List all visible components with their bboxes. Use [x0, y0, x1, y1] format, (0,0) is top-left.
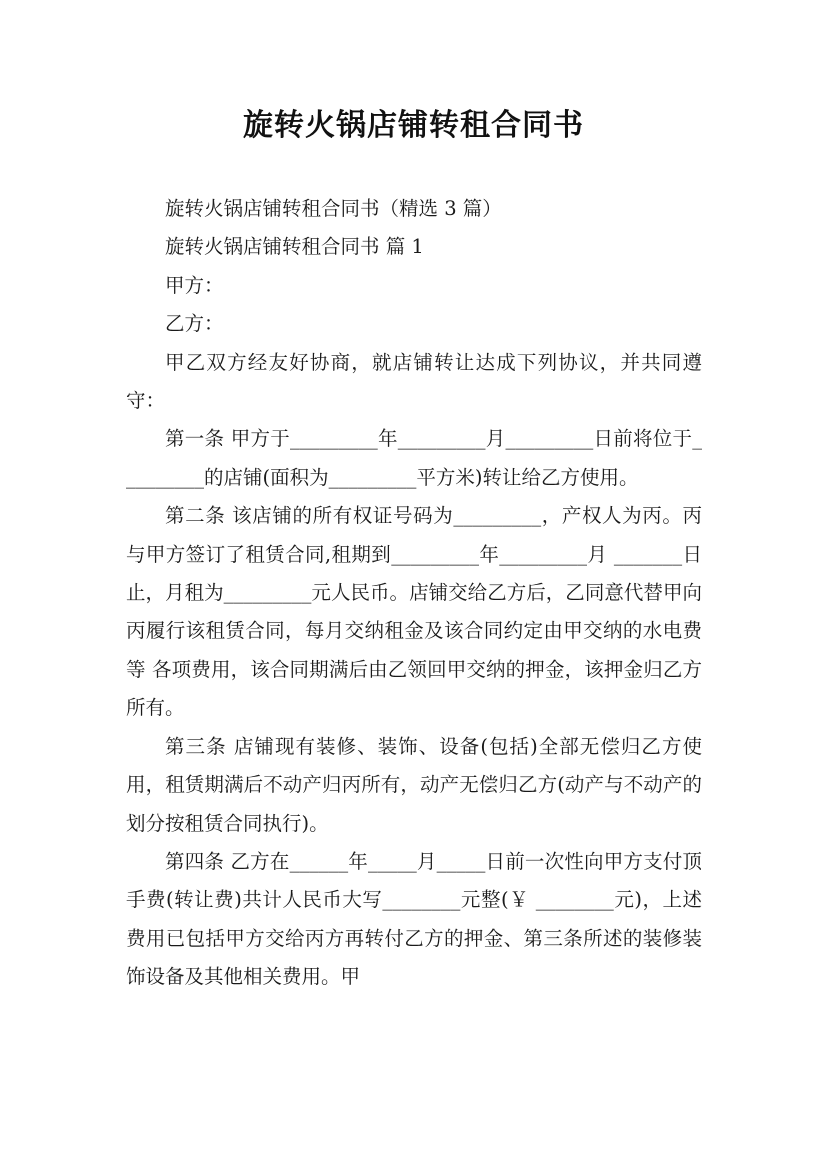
- paragraph-preamble: 甲乙双方经友好协商，就店铺转让达成下列协议，并共同遵守：: [126, 350, 702, 413]
- paragraph-article-3: 第三条 店铺现有装修、装饰、设备(包括)全部无偿归乙方使用，租赁期满后不动产归丙所有，动产无偿归乙方(动产与不动产的划分按租赁合同执行)。: [126, 734, 702, 835]
- paragraph-article-1: 第一条 甲方于_________年_________月_________日前将位于_________的店铺(面积为_________平方米)转让给乙方使用。: [126, 427, 702, 489]
- paragraph-party-b: 乙方：: [165, 312, 224, 336]
- paragraph-article-4: 第四条 乙方在______年_____月_____日前一次性向甲方支付顶手费(转让费)共计人民币大写________元整(￥ ________元)，上述费用已包括甲方交给丙方再转付乙方的押金、第三条所述的装修装饰设备及其他相关费用。甲: [126, 849, 702, 989]
- document-body: [126, 190, 702, 997]
- paragraph-party-a: 甲方：: [165, 273, 224, 297]
- paragraph-chapter-heading: 旋转火锅店铺转租合同书 篇 1: [165, 235, 424, 259]
- document-title: 旋转火锅店铺转租合同书: [243, 108, 584, 143]
- paragraph-collection-heading: 旋转火锅店铺转租合同书（精选 3 篇）: [165, 197, 502, 220]
- paragraph-article-2: 第二条 该店铺的所有权证号码为_________，产权人为丙。丙与甲方签订了租赁合同,租期到_________年_________月 _______日止，月租为_________元人民币。店铺交给乙方后，乙同意代替甲向丙履行该租赁合同，每月交纳租金及该合同约定由甲交纳的水电费等 各项费用，该合同期满后由乙领回甲交纳的押金，该押金归乙方所有。: [126, 504, 702, 720]
